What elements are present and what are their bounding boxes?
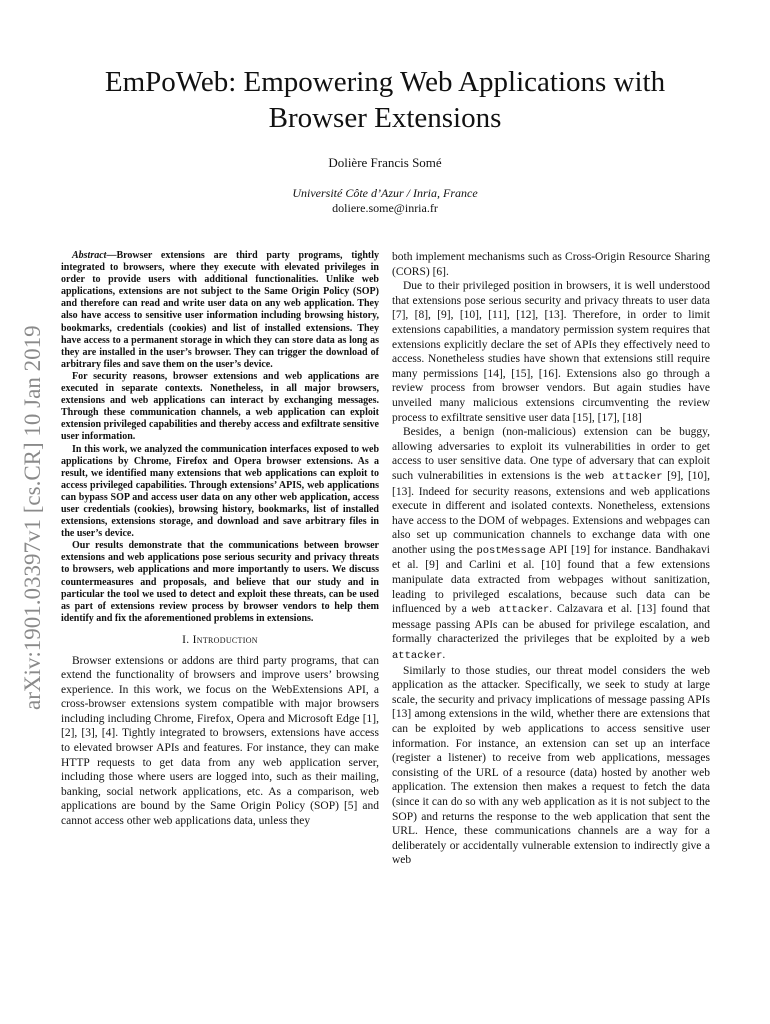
right-column: [392, 250, 710, 868]
abstract-label: Abstract: [72, 250, 107, 261]
right-paragraph-0: both implement mechanisms such as Cross-Origin Resource Sharing (CORS) [6].: [392, 251, 710, 278]
code-postmessage: postMessage: [476, 544, 546, 557]
section-number: I.: [182, 633, 190, 646]
p2-text-c: API [19] for instance. Bandhakavi et al. [9] and Carlini et al. [10] found that a few extensions manipulate data extracted from webpages without sanitization, leading to privileged escalations, because such data can be influenced by a: [392, 543, 710, 616]
p2-text-d: . Calzavara et al. [13] found that message passing APIs can be abused for privilege escalation, and formally characterized the privileges that be exploited by a: [392, 603, 710, 646]
arxiv-stamp-svg: [10, 240, 50, 710]
section-heading: [61, 633, 379, 648]
intro-paragraph-1: Browser extensions or addons are third party programs, that can extend the functionality of browsers and improve users’ browsing experience. In this work, we focus on the WebExtensions API, a cross-browser extensions system compatible with major browsers including including Chrome, Firefox, Opera and Microsoft Edge [1], [2], [3], [4]. Tightly integrated to browsers, extensions have access to elevated browser APIs and features. For instance, they can make HTTP requests to get data from any web application server, including those where users are logged into, such as their mailing, banking, social network applications, etc. As a comparison, web applications are bound by the Same Origin Policy (SOP) [5] and cannot access other web applications data, unless they: [61, 654, 379, 828]
author-name: Dolière Francis Somé: [328, 155, 442, 170]
abstract-paragraph-4: Our results demonstrate that the communications between browser extensions and web applications pose serious security and privacy threats to browsers, web applications and more importantly to users. We discuss countermeasures and proposals, and believe that our study and in particular the tool we used to detect and exploit these threats, can be used as part of extensions review process by browser vendors to help them identify and fix the aforementioned problems in extensions.: [61, 540, 379, 624]
abstract-text-1: —Browser extensions are third party programs, tightly integrated to browsers, where they execute with elevated privileges in order to provide users with additional functionalities. Unlike web applications, extensions are not subject to the Same Origin Policy (SOP) and therefore can read and write user data on any web application. They also have access to sensitive user information including browsing history, bookmarks, credentials (cookies) and list of installed extensions. They have access to a permanent storage in which they can store data as long as they are installed in the user’s browser. They can trigger the download of arbitrary files and save them on the user’s device.: [61, 250, 379, 370]
p2-text-a: Besides, a benign (non-malicious) extension can be buggy, allowing adversaries to exploit its vulnerabilities in order to get access to user sensitive data. One type of adversary that can exploit such vulnerabilities in extensions is the: [392, 426, 710, 482]
title-line-2: Browser Extensions: [268, 102, 502, 134]
abstract: [61, 250, 379, 625]
left-column: [61, 250, 379, 829]
code-web-attacker-2: web attacker: [471, 604, 550, 617]
arxiv-stamp-text: arXiv:1901.03397v1 [cs.CR] 10 Jan 2019: [20, 325, 45, 710]
affiliation: Université Côte d’Azur / Inria, France: [292, 186, 478, 200]
arxiv-side-stamp: [10, 240, 50, 710]
right-paragraph-3: Similarly to those studies, our threat model considers the web application as the attacker. Specifically, we seek to study at large scale, the security and privacy implications of message passing APIs [13] among extensions in the wild, whether there are extensions that can be exploited by web applications to access sensitive user information. For instance, an extension can set up an interface (register a listener) to receive from web applications, messages consisting of the URL of a resource (data) hosted by another web application. The extension then makes a request to fetch the data (since it can do so with any web application as it is not subject to the SOP) and returns the response to the web application that sent the URL. Hence, these communications channels are a way for a deliberately or accidentally vulnerable extension to indirectly give a web: [392, 664, 710, 867]
section-title: Introduction: [192, 633, 258, 646]
title-line-1: EmPoWeb: Empowering Web Applications with: [104, 66, 666, 98]
code-web-attacker-3: web attacker: [392, 634, 710, 663]
p2-text-e: .: [442, 649, 446, 662]
author-email: doliere.some@inria.fr: [332, 201, 438, 215]
abstract-paragraph-3: In this work, we analyzed the communication interfaces exposed to web applications by Chrome, Firefox and Opera browser extensions. As a result, we identified many extensions that web applications can exploit to access privileged capabilities. Through extensions’ APIS, web applications can bypass SOP and access user data on any other web application, access user credentials (cookies), browsing history, bookmarks, list of installed extensions, extensions storage, and download and save arbitrary files in the user’s device.: [61, 443, 379, 540]
right-paragraph-2: [392, 425, 710, 664]
code-web-attacker-1: web attacker: [585, 470, 663, 483]
paper-title: [0, 64, 770, 136]
right-paragraph-1: Due to their privileged position in browsers, it is well understood that extensions pose serious security and privacy threats to user data [7], [8], [9], [10], [11], [12], [13]. Therefore, in order to limit extensions capabilities, a mandatory permission system requires that extensions explicitly declare the set of APIs they effectively need to access. Nonetheless studies have shown that extensions still require many permissions [14], [15], [16]. Extensions also go through a review process from browser vendors. But again studies have unveiled many malicious extensions circumventing the review process to exfiltrate sensitive user data [15], [17], [18]: [392, 280, 710, 424]
abstract-paragraph-1: [61, 250, 379, 371]
abstract-paragraph-2: For security reasons, browser extensions and web applications are executed in separate contexts. Nonetheless, in all major browsers, extensions and web applications can interact by exchanging messages. Through these communication channels, a web application can exploit extension privileged capabilities and thereby access and exfiltrate sensitive user information.: [61, 370, 379, 443]
p2-text-b: [9], [10], [13]. Indeed for security reasons, extensions and web applications execute in different and isolated contexts. Nonetheless, extensions have access to the DOM of webpages. Extensions and webpages can also set up communication channels to exchange data with one another using the: [392, 469, 710, 556]
paper-header: [0, 64, 770, 216]
